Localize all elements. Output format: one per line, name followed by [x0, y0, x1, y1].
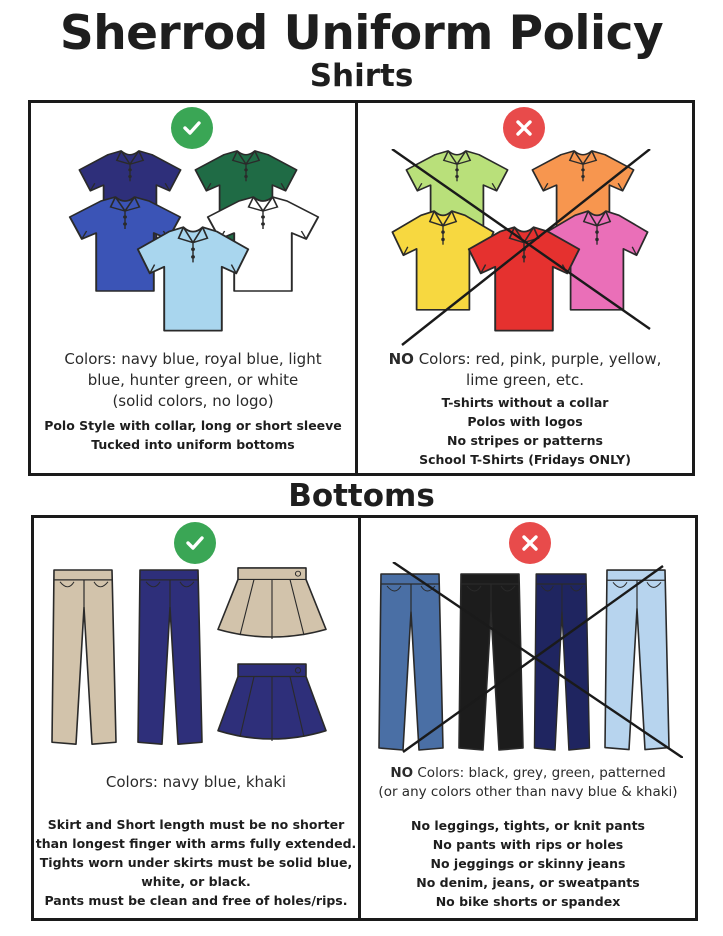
shirts-heading: Shirts: [309, 58, 414, 94]
allowed-bottoms-cell: [34, 518, 358, 918]
not-allowed-bottoms-cell: [361, 518, 695, 918]
not-allowed-shirts-text: [358, 349, 692, 469]
no-word: NO: [388, 350, 414, 368]
not-allowed-bottoms-colors-text: Colors: black, grey, green, patterned: [413, 765, 666, 781]
x-circle-icon: [509, 522, 551, 564]
allowed-bottoms-text: [34, 772, 358, 910]
allowed-bottoms-rule: Skirt and Short length must be no shorter: [47, 817, 345, 832]
not-allowed-bottoms-illustration: [373, 562, 683, 758]
not-allowed-shirts-rule: No stripes or patterns: [447, 433, 603, 448]
check-circle-icon: [171, 107, 213, 149]
not-allowed-shirts-rule: School T-Shirts (Fridays ONLY): [419, 452, 631, 467]
not-allowed-shirts-rule: T-shirts without a collar: [441, 395, 609, 410]
allowed-bottoms-illustration: [44, 566, 344, 752]
allowed-bottoms-colors-line: Colors: navy blue, khaki: [105, 773, 287, 791]
not-allowed-bottoms-rule: No denim, jeans, or sweatpants: [416, 875, 640, 890]
allowed-shirts-colors-line3: (solid colors, no logo): [112, 392, 274, 410]
not-allowed-bottoms-colors-line1: [361, 764, 695, 783]
not-allowed-bottoms-rule: No bike shorts or spandex: [435, 894, 621, 909]
allowed-shirts-illustration: [65, 149, 325, 349]
allowed-shirts-cell: [31, 103, 355, 473]
not-allowed-shirts-colors-line2: lime green, etc.: [466, 371, 584, 389]
not-allowed-shirts-colors-line1: [358, 349, 692, 370]
not-allowed-bottoms-colors-line2: (or any colors other than navy blue & khaki): [378, 784, 678, 800]
not-allowed-shirts-colors-text: Colors: red, pink, purple, yellow,: [413, 350, 662, 368]
not-allowed-shirts-rule: Polos with logos: [467, 414, 583, 429]
allowed-bottoms-rule: white, or black.: [141, 874, 251, 889]
not-allowed-bottoms-rule: No jeggings or skinny jeans: [430, 856, 626, 871]
allowed-shirts-rule: Polo Style with collar, long or short sleeve: [44, 418, 342, 433]
allowed-bottoms-rule: Pants must be clean and free of holes/rips.: [44, 893, 348, 908]
not-allowed-bottoms-rule: No pants with rips or holes: [432, 837, 624, 852]
not-allowed-bottoms-rule: No leggings, tights, or knit pants: [411, 818, 645, 833]
not-allowed-shirts-illustration: [388, 149, 658, 349]
not-allowed-bottoms-text: [361, 764, 695, 911]
bottoms-heading: Bottoms: [288, 478, 435, 514]
allowed-bottoms-rule: than longest finger with arms fully extended.: [35, 836, 357, 851]
allowed-shirts-colors-line1: Colors: navy blue, royal blue, light: [64, 350, 322, 368]
allowed-shirts-text: [31, 349, 355, 454]
no-word: NO: [390, 765, 414, 781]
not-allowed-shirts-cell: [358, 103, 692, 473]
check-circle-icon: [174, 522, 216, 564]
x-circle-icon: [503, 107, 545, 149]
allowed-shirts-colors-line2: blue, hunter green, or white: [87, 371, 299, 389]
page-title: Sherrod Uniform Policy: [59, 6, 664, 61]
allowed-shirts-rule: Tucked into uniform bottoms: [91, 437, 295, 452]
allowed-bottoms-rule: Tights worn under skirts must be solid blue,: [39, 855, 353, 870]
